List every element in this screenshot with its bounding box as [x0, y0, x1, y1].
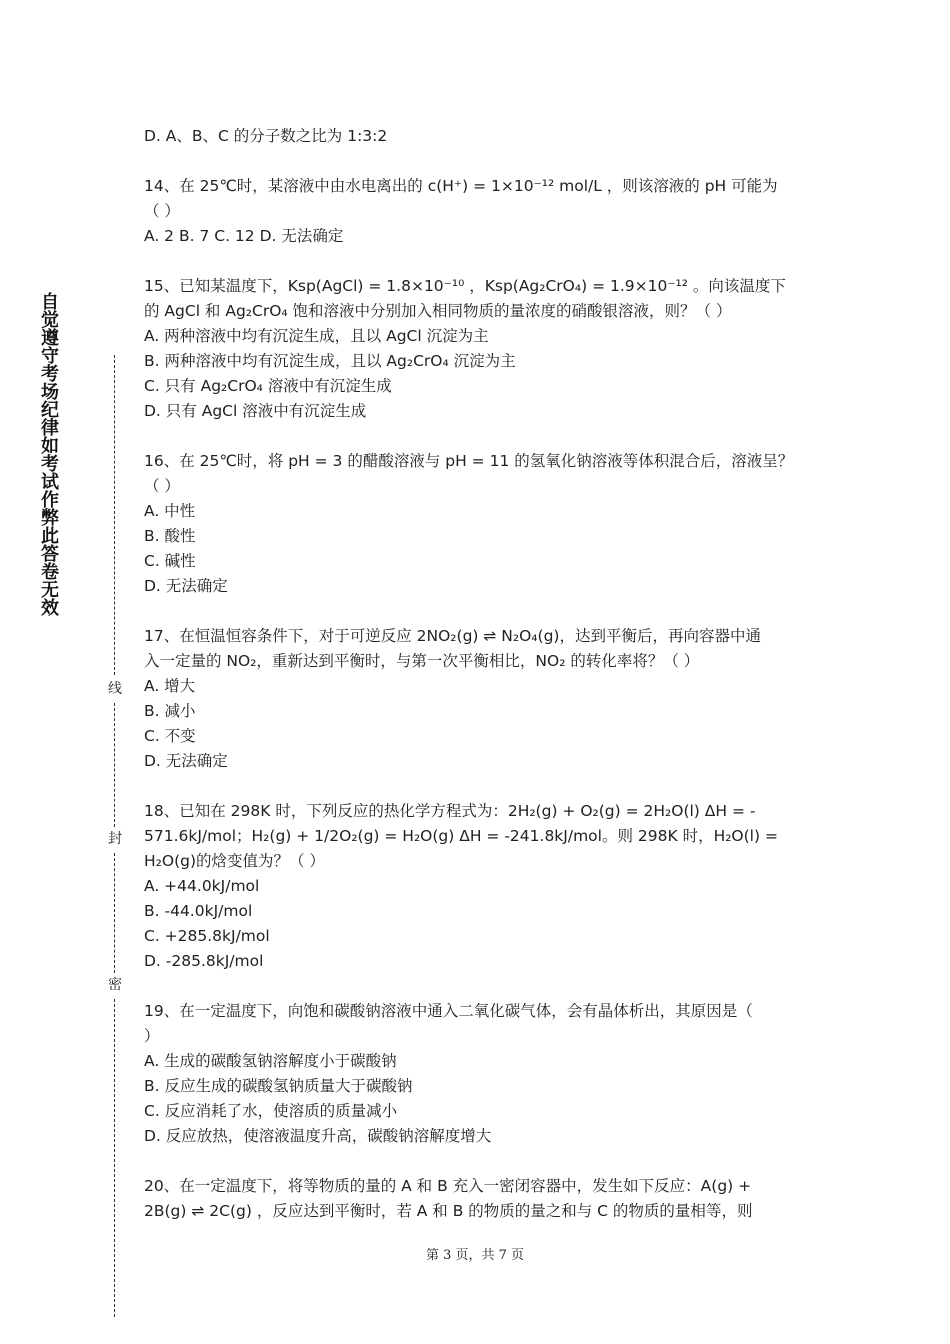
question-13-tail: [144, 124, 820, 149]
option-a: A. +44.0kJ/mol: [144, 877, 260, 895]
binding-dash-segment: [114, 999, 115, 1317]
option-d: D. 无法确定: [144, 752, 228, 770]
question-18: [144, 799, 820, 974]
option-a: A. 生成的碳酸氢钠溶解度小于碳酸钠: [144, 1052, 397, 1070]
question-stem-line: 15、已知某温度下，Ksp(AgCl) = 1.8×10⁻¹⁰ ，Ksp(Ag₂CrO₄) = 1.9×10⁻¹² 。向该温度下: [144, 277, 786, 295]
option-c: C. 碱性: [144, 552, 196, 570]
option-d: D. 反应放热，使溶液温度升高，碳酸钠溶解度增大: [144, 1127, 492, 1145]
question-stem-line: 16、在 25℃时，将 pH = 3 的醋酸溶液与 pH = 11 的氢氧化钠溶液等体积混合后，溶液呈？: [144, 452, 794, 470]
question-stem-line: ）: [144, 1027, 160, 1045]
binding-mark-xian: 线: [105, 681, 125, 697]
question-list: [144, 124, 820, 1249]
question-19: [144, 999, 820, 1149]
question-stem-line: 的 AgCl 和 Ag₂CrO₄ 饱和溶液中分别加入相同物质的量浓度的硝酸银溶液，则？（ ）: [144, 302, 732, 320]
question-stem-line: 18、已知在 298K 时，下列反应的热化学方程式为：2H₂(g) + O₂(g) = 2H₂O(l) ΔH = -: [144, 802, 756, 820]
option-a: A. 增大: [144, 677, 196, 695]
option-c: C. 只有 Ag₂CrO₄ 溶液中有沉淀生成: [144, 377, 392, 395]
option-a: A. 两种溶液中均有沉淀生成，且以 AgCl 沉淀为主: [144, 327, 489, 345]
question-15: [144, 274, 820, 424]
option-b: B. 两种溶液中均有沉淀生成，且以 Ag₂CrO₄ 沉淀为主: [144, 352, 516, 370]
question-20: [144, 1174, 820, 1224]
option-c: C. +285.8kJ/mol: [144, 927, 270, 945]
question-stem-line: 2B(g) ⇌ 2C(g) ，反应达到平衡时，若 A 和 B 的物质的量之和与 C 的物质的量相等，则: [144, 1202, 753, 1220]
question-stem-line: （ ）: [144, 202, 180, 220]
option-b: B. 反应生成的碳酸氢钠质量大于碳酸钠: [144, 1077, 413, 1095]
option-line: A. 2 B. 7 C. 12 D. 无法确定: [144, 227, 344, 245]
question-stem-line: 17、在恒温恒容条件下，对于可逆反应 2NO₂(g) ⇌ N₂O₄(g)，达到平衡后，再向容器中通: [144, 627, 761, 645]
question-stem-line: 20、在一定温度下，将等物质的量的 A 和 B 充入一密闭容器中，发生如下反应：A(g) +: [144, 1177, 752, 1195]
option-c: C. 不变: [144, 727, 196, 745]
binding-line: [100, 355, 130, 1317]
question-14: [144, 174, 820, 249]
page-number-footer: 第 3 页，共 7 页: [425, 1248, 525, 1263]
option-b: B. 减小: [144, 702, 196, 720]
option-a: A. 中性: [144, 502, 196, 520]
question-stem-line: 571.6kJ/mol；H₂(g) + 1/2O₂(g) = H₂O(g) ΔH = -241.8kJ/mol。则 298K 时，H₂O(l) =: [144, 827, 778, 845]
option-b: B. -44.0kJ/mol: [144, 902, 253, 920]
binding-mark-feng: 封: [105, 831, 125, 847]
question-stem-line: （ ）: [144, 477, 180, 495]
option-line: D. A、B、C 的分子数之比为 1:3:2: [144, 127, 388, 145]
question-stem-line: 19、在一定温度下，向饱和碳酸钠溶液中通入二氧化碳气体，会有晶体析出，其原因是（: [144, 1002, 753, 1020]
binding-dash-segment: [114, 703, 115, 827]
option-d: D. -285.8kJ/mol: [144, 952, 264, 970]
side-warning-text: 自觉遵守考场纪律如考试作弊此答卷无效: [38, 292, 59, 616]
option-d: D. 只有 AgCl 溶液中有沉淀生成: [144, 402, 367, 420]
question-17: [144, 624, 820, 774]
binding-mark-mi: 密: [105, 977, 125, 993]
option-b: B. 酸性: [144, 527, 196, 545]
question-stem-line: 14、在 25℃时，某溶液中由水电离出的 c(H⁺) = 1×10⁻¹² mol/L ，则该溶液的 pH 可能为: [144, 177, 778, 195]
question-stem-line: 入一定量的 NO₂，重新达到平衡时，与第一次平衡相比，NO₂ 的转化率将？（ ）: [144, 652, 700, 670]
option-d: D. 无法确定: [144, 577, 228, 595]
binding-dash-segment: [114, 355, 115, 675]
binding-dash-segment: [114, 853, 115, 973]
option-c: C. 反应消耗了水，使溶质的质量减小: [144, 1102, 398, 1120]
question-stem-line: H₂O(g)的焓变值为？（ ）: [144, 852, 325, 870]
question-16: [144, 449, 820, 599]
